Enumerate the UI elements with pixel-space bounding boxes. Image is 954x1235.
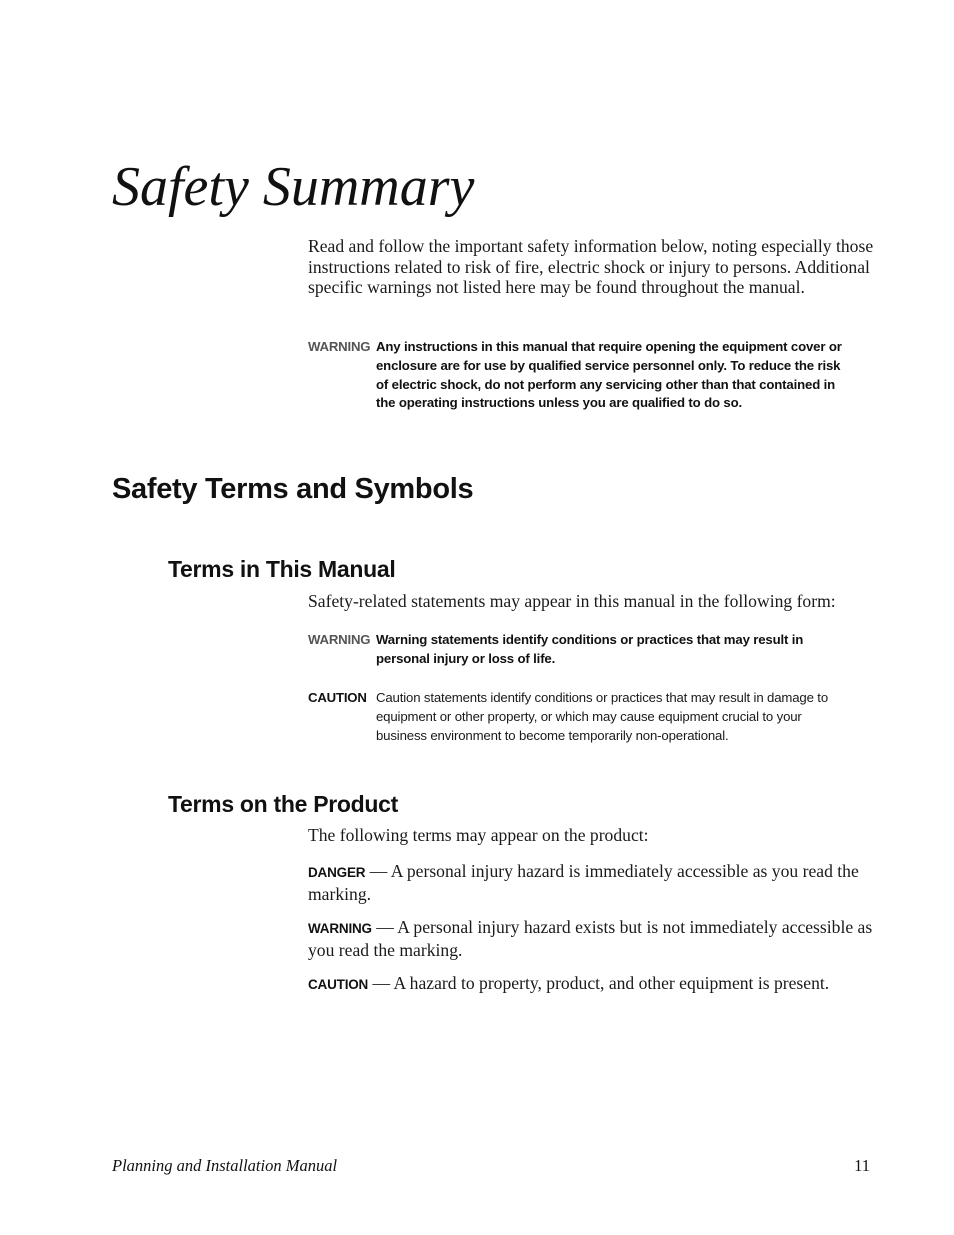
warning-note <box>308 338 868 413</box>
manual-warning-text: Warning statements identify conditions or practices that may result in personal injury or loss of life. <box>376 632 804 666</box>
page-footer <box>112 1156 870 1176</box>
term-caution-label: CAUTION <box>308 977 369 992</box>
section-heading: Safety Terms and Symbols <box>112 473 474 505</box>
term-warning <box>308 917 874 960</box>
terms-manual-intro: Safety-related statements may appear in this manual in the following form: <box>308 591 836 611</box>
term-warning-text: — A personal injury hazard exists but is not immediately accessible as you read the marking. <box>308 917 873 960</box>
manual-warning-label: WARNING <box>308 632 371 647</box>
terms-product-intro: The following terms may appear on the product: <box>308 825 649 845</box>
footer-manual-title: Planning and Installation Manual <box>112 1156 338 1175</box>
intro-paragraph: Read and follow the important safety information below, noting especially those instructions related to risk of fire, electric shock or injury to persons. Additional specific warnings not listed here may be found throughout the manual. <box>308 236 874 297</box>
manual-caution-note <box>308 689 868 745</box>
warning-text: Any instructions in this manual that require opening the equipment cover or enclosure are for use by qualified service personnel only. To reduce the risk of electric shock, do not perform any servicing other than that contained in the operating instructions unless you are qualified to do so. <box>376 339 842 411</box>
warning-label: WARNING <box>308 339 371 354</box>
term-caution-text: — A hazard to property, product, and other equipment is present. <box>368 973 830 993</box>
terms-product-heading: Terms on the Product <box>168 791 398 817</box>
page-title: Safety Summary <box>112 156 475 218</box>
term-danger <box>308 861 874 904</box>
term-warning-label: WARNING <box>308 921 372 936</box>
manual-caution-text: Caution statements identify conditions or practices that may result in damage to equipment or other property, or which may cause equipment crucial to your business environment to become temporarily non-operational. <box>376 690 828 743</box>
page-number: 11 <box>854 1156 870 1175</box>
manual-warning-note <box>308 631 868 669</box>
terms-manual-heading: Terms in This Manual <box>168 556 396 582</box>
manual-caution-label: CAUTION <box>308 690 367 705</box>
term-danger-text: — A personal injury hazard is immediately accessible as you read the marking. <box>308 861 859 904</box>
term-danger-label: DANGER <box>308 865 366 880</box>
term-caution <box>308 973 874 996</box>
